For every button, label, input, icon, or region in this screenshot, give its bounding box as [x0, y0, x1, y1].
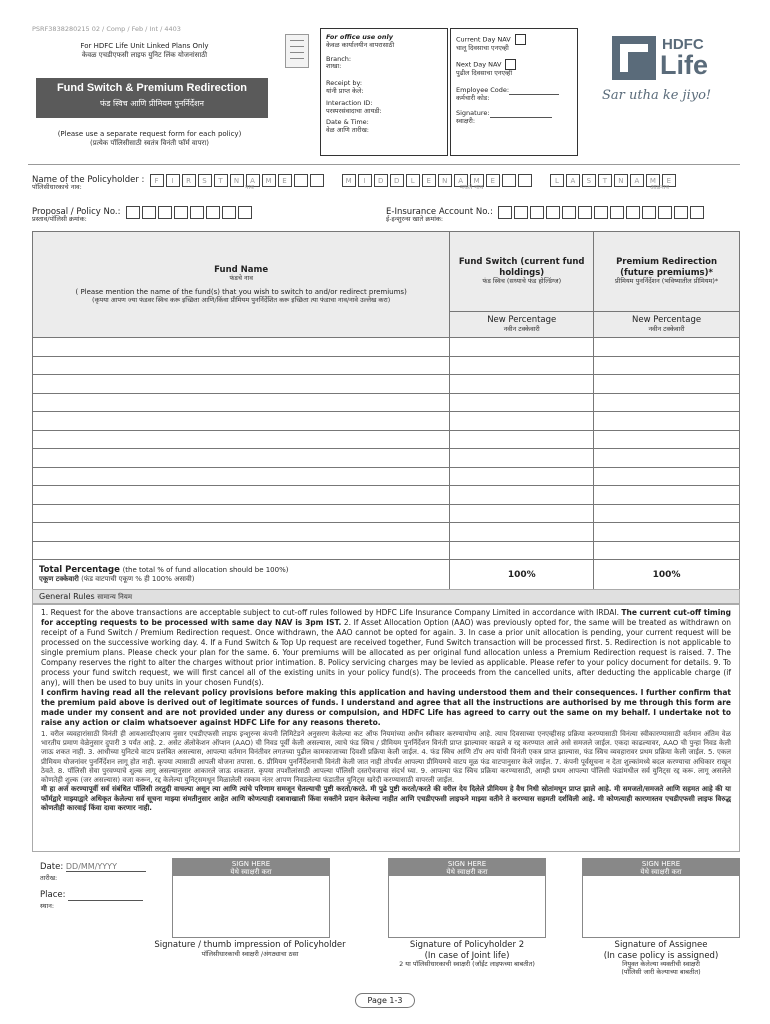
einsurance-digit-cell[interactable] — [674, 206, 688, 219]
first-name-cell[interactable]: E — [278, 174, 292, 187]
premium-redirect-pct-input[interactable] — [594, 430, 740, 449]
fund-switch-title-hi: फंड स्विच (सध्याचे फंड होल्डिंग्ज) — [482, 277, 562, 286]
sig2-text: Signature of Policyholder 2 — [409, 940, 525, 950]
einsurance-digit-cell[interactable] — [498, 206, 512, 219]
nav-signature-field[interactable] — [490, 110, 552, 118]
interaction-label-hi: परस्परसंवादाचा आयडी: — [326, 106, 382, 115]
total-switch-value: 100% — [450, 560, 594, 590]
sign-here-2-hi: येथे स्वाक्षरी करा — [446, 867, 488, 876]
logo-line2: Life — [660, 50, 709, 80]
einsurance-digit-cell[interactable] — [658, 206, 672, 219]
einsurance-digit-cell[interactable] — [642, 206, 656, 219]
middle-name-cell[interactable] — [518, 174, 532, 187]
current-nav-label-hi: चालू दिवसाचा एनएव्ही — [456, 44, 509, 52]
proposal-label-hi: प्रस्ताव/पॉलिसी क्रमांक: — [32, 215, 87, 223]
middle-name-cell[interactable]: M — [470, 174, 484, 187]
einsurance-digit-cell[interactable] — [626, 206, 640, 219]
nav-signature-label-hi: स्वाक्षरी: — [456, 117, 476, 126]
interaction-label: Interaction ID: — [326, 98, 373, 107]
date-row — [40, 862, 146, 873]
for-hdfc-text-hi: केवळ एचडीएफसी लाइफ युनिट लिंक योजनांसाठी — [81, 50, 208, 59]
fund-name-input[interactable] — [33, 541, 450, 560]
fund-switch-pct-input[interactable] — [450, 430, 594, 449]
middle-name-cell[interactable]: L — [406, 174, 420, 187]
middle-name-hi: मधले नाव — [460, 183, 484, 191]
middle-name-cell[interactable]: D — [374, 174, 388, 187]
fund-name-input[interactable] — [33, 338, 450, 357]
signature-box-assignee[interactable] — [582, 858, 740, 938]
fund-name-input[interactable] — [33, 393, 450, 412]
fund-name-input[interactable] — [33, 375, 450, 394]
branch-label: Branch: — [326, 54, 352, 63]
sign-here-3-hi: येथे स्वाक्षरी करा — [640, 867, 682, 876]
switch-new-pct: New Percentage — [487, 315, 557, 326]
first-name-cell[interactable]: R — [182, 174, 196, 187]
office-title: For office use only — [326, 33, 393, 41]
first-name-cell[interactable] — [310, 174, 324, 187]
sig1-text: Signature / thumb impression of Policyholder — [154, 940, 346, 950]
sig3-text: Signature of Assignee — [614, 940, 708, 950]
rules-heading-text: General Rules — [39, 592, 95, 601]
fund-row — [33, 375, 740, 394]
fund-row — [33, 449, 740, 468]
total-label: Total Percentage — [39, 564, 120, 575]
fund-switch-pct-input[interactable] — [450, 504, 594, 523]
fund-name-input[interactable] — [33, 523, 450, 542]
date-label: Date: — [40, 862, 64, 872]
logo-tagline: Sar utha ke jiyo! — [602, 88, 712, 103]
fund-switch-pct-input[interactable] — [450, 356, 594, 375]
last-name-cell[interactable]: L — [550, 174, 564, 187]
sig1-caption — [145, 940, 355, 958]
rules-p1a: 1. Request for the above transactions are acceptable subject to cut-off rules followed by HDFC Life Insurance Company Limited in accordance with IRDAI. — [41, 608, 622, 617]
page-number: Page 1-3 — [355, 993, 415, 1008]
einsurance-digit-cell[interactable] — [530, 206, 544, 219]
fund-name-title-hi: फंडचे नाव — [229, 274, 253, 283]
middle-name-cell[interactable]: A — [454, 174, 468, 187]
place-label-hi: स्थान: — [40, 902, 55, 910]
proposal-digit-cell[interactable] — [238, 206, 252, 219]
document-icon — [285, 34, 309, 68]
declaration: I confirm having read all the relevant policy provisions before making this application and having understood them and their consequences. I further confirm that the premium paid above is derived out of legitimate sources of funds. I understand and agree that all the instructions are authorised by me through this form are made under my consent and are not provided under any duress or compulsion, and HDFC Life has agreed to carry out the same on my behalf. I undertake not to raise any action or claim whatsoever against HDFC Life for any reasons thereto. — [41, 687, 731, 727]
policyholder-label: Name of the Policyholder : — [32, 175, 145, 186]
einsurance-digit-cell[interactable] — [610, 206, 624, 219]
fund-row — [33, 486, 740, 505]
premium-redirect-pct-input[interactable] — [594, 523, 740, 542]
einsurance-digit-cell[interactable] — [578, 206, 592, 219]
req-note-hi: (प्रत्येक पॉलिसीसाठी स्वतंत्र विनंती फॉर्म वापरा) — [90, 138, 209, 147]
middle-name-cells[interactable] — [342, 174, 534, 187]
premium-redirect-pct-input[interactable] — [594, 486, 740, 505]
fund-name-header — [33, 232, 450, 338]
sig2-text-b: (In case of Joint life) — [424, 950, 510, 961]
first-name-cell[interactable]: F — [150, 174, 164, 187]
middle-name-cell[interactable]: D — [390, 174, 404, 187]
office-title-hi: केवळ कार्यालयीन वापरासाठी — [326, 40, 395, 49]
premium-redirect-pct-input[interactable] — [594, 338, 740, 357]
rules-p1c: 2. If Asset Allocation Option (AAO) was previously opted for, the same will be treated as withdrawn on receipt of a Fund Switch / Premium Redirection request. Once withdrawn, the AAO cannot be opted for again. 3. In case a prior unit allocation is pending, your current request will be processed on the successive working day. 4. If a Fund Switch & Top Up request are received together, Fund Switch transaction will be processed first. 5. Redirection is not applicable to single premium plans. Please check your plan for the same. 6. Your premiums will be allocated as per original fund allocation unless a Premium Redirection request is raised. 7. The Company reserves the right to alter the charges without prior intimation. 8. Policy servicing charges may be levied as applicable. Please refer to your policy document for details. 9. To process your fund switch request, we will first cancel all of the existing units in your policy fund(s). The proceeds from the cancelled units, after deducting the applicable charge (if any), will then be used to buy units in your chosen Fund(s). — [41, 617, 731, 687]
policyholder-name-row — [32, 170, 742, 189]
fund-switch-pct-input[interactable] — [450, 393, 594, 412]
first-name-hi: नाव — [245, 183, 254, 191]
proposal-number-cells[interactable] — [126, 206, 254, 219]
premium-redirect-pct-input[interactable] — [594, 393, 740, 412]
premium-redirect-pct-input[interactable] — [594, 356, 740, 375]
last-name-cell[interactable]: S — [582, 174, 596, 187]
fund-switch-pct-input[interactable] — [450, 338, 594, 357]
employee-code-field[interactable] — [509, 87, 559, 95]
proposal-digit-cell[interactable] — [222, 206, 236, 219]
fund-row — [33, 504, 740, 523]
fund-switch-pct-input[interactable] — [450, 467, 594, 486]
req-note: (Please use a separate request form for each policy) — [57, 130, 242, 138]
employee-code-label-hi: कर्मचारी कोड: — [456, 93, 490, 102]
einsurance-number-cells[interactable] — [498, 206, 706, 219]
last-name-hi: आडनाव — [650, 183, 670, 191]
policyholder-label-hi: पॉलिसीधारकाचे नाव: — [32, 183, 82, 191]
first-name-cells[interactable] — [150, 174, 326, 187]
einsurance-label: E-Insurance Account No.: — [386, 207, 493, 218]
first-name-cell[interactable]: T — [214, 174, 228, 187]
fund-row — [33, 467, 740, 486]
fund-name-input[interactable] — [33, 467, 450, 486]
place-row — [40, 890, 143, 901]
first-name-cell[interactable]: S — [198, 174, 212, 187]
last-name-cell[interactable]: N — [614, 174, 628, 187]
middle-name-cell[interactable]: E — [422, 174, 436, 187]
rules-heading-hi: सामान्य नियम — [97, 593, 133, 601]
total-note: (the total % of fund allocation should be 100%) — [122, 565, 289, 574]
fund-name-note: ( Please mention the name of the fund(s) that you wish to switch to and/or redirect premiums) — [75, 287, 407, 296]
fund-name-input[interactable] — [33, 449, 450, 468]
einsurance-digit-cell[interactable] — [514, 206, 528, 219]
fund-switch-pct-input[interactable] — [450, 523, 594, 542]
form-title-hi: फंड स्विच आणि प्रीमियम पुनर्निर्देशन — [100, 99, 204, 108]
nav-box — [450, 28, 578, 156]
signature-box-joint[interactable] — [388, 858, 546, 938]
proposal-digit-cell[interactable] — [158, 206, 172, 219]
middle-name-cell[interactable]: E — [486, 174, 500, 187]
fund-row — [33, 356, 740, 375]
form-title: Fund Switch & Premium Redirection — [56, 82, 248, 94]
einsurance-digit-cell[interactable] — [690, 206, 704, 219]
fund-switch-pct-input[interactable] — [450, 375, 594, 394]
date-label-hi: तारीख: — [40, 874, 58, 882]
proposal-digit-cell[interactable] — [174, 206, 188, 219]
sign-here-1: SIGN HERE — [231, 860, 271, 868]
premium-redirection-title: Premium Redirection (future premiums)* — [616, 256, 718, 278]
last-name-cell[interactable]: A — [630, 174, 644, 187]
fund-switch-pct-input[interactable] — [450, 449, 594, 468]
sig3-text-hi2: (पॉलिसी जारी केल्याच्या बाबतीत) — [621, 968, 701, 977]
fund-name-input[interactable] — [33, 356, 450, 375]
rules-heading — [32, 589, 740, 604]
middle-name-cell[interactable] — [502, 174, 516, 187]
for-hdfc-text: For HDFC Life Unit Linked Plans Only — [80, 42, 209, 50]
sig3-text-hi: नियुक्त केलेल्या व्यक्तीची स्वाक्षरी — [622, 960, 700, 969]
premium-redirect-pct-input[interactable] — [594, 412, 740, 431]
total-note-hi: (फंड वाटपाची एकूण % ही 100% असावी) — [81, 575, 195, 584]
proposal-label: Proposal / Policy No.: — [32, 207, 121, 218]
proposal-digit-cell[interactable] — [126, 206, 140, 219]
sig1-text-hi: पॉलिसीधारकाची स्वाक्षरी /अंगठ्याचा ठसा — [201, 949, 299, 958]
first-name-cell[interactable]: M — [262, 174, 276, 187]
first-name-cell[interactable]: I — [166, 174, 180, 187]
sign-here-1-hi: येथे स्वाक्षरी करा — [230, 867, 272, 876]
office-use-box — [320, 28, 448, 156]
separate-form-note — [32, 130, 267, 148]
fund-name-title: Fund Name — [214, 264, 269, 275]
premium-redirection-title-hi: प्रीमियम पुनर्निर्देशन (भविष्यातील प्रीमियम)* — [614, 277, 719, 286]
rules-paragraph — [41, 608, 731, 688]
fund-name-input[interactable] — [33, 412, 450, 431]
fund-switch-header — [450, 232, 594, 312]
next-nav-label-hi: पुढील दिवसाचा एनएव्ही — [456, 68, 513, 77]
sign-here-3: SIGN HERE — [641, 860, 681, 868]
first-name-cell[interactable]: N — [230, 174, 244, 187]
signature-box-policyholder[interactable] — [172, 858, 330, 938]
last-name-cell[interactable]: T — [598, 174, 612, 187]
switch-new-pct-header — [450, 312, 594, 338]
form-code: PSRF3838280215 02 / Comp / Feb / Int / 4403 — [32, 25, 181, 33]
premium-new-pct-hi: नवीन टक्केवारी — [648, 324, 685, 333]
place-label: Place: — [40, 890, 66, 900]
form-title-box — [36, 78, 268, 118]
sig3-caption — [556, 940, 766, 977]
last-name-cell[interactable]: E — [662, 174, 676, 187]
middle-name-cell[interactable]: M — [342, 174, 356, 187]
plan-scope — [32, 42, 257, 60]
einsurance-digit-cell[interactable] — [594, 206, 608, 219]
proposal-digit-cell[interactable] — [142, 206, 156, 219]
last-name-cell[interactable]: M — [646, 174, 660, 187]
fund-row — [33, 338, 740, 357]
logo-mark-icon — [612, 36, 656, 80]
premium-redirection-header — [594, 232, 740, 312]
einsurance-label-hi: ई-इन्शुरन्स खाते क्रमांक: — [386, 215, 444, 223]
sig3-text-b: (In case policy is assigned) — [603, 950, 719, 961]
rules-paragraph-hi: 1. वरील व्यवहारांसाठी विनंती ही आयआरडीएआय नुसार एचडीएफसी लाइफ इन्शुरन्स कंपनी लिमिटेडने अनुसरण केलेल्या कट ऑफ नियमांच्या अधीन स्वीकार करण्यायोग्य आहे. त्याच दिवसाच्या एनएव्हीसह प्रक्रिया करण्यासाठी विनंत्या स्वीकारण्यासाठी वर्तमान अंतिम वेळ भारतीय प्रमाण वेळेनुसार दुपारी 3 पर्यंत आहे. 2. असेट ॲलोकेशन ऑप्शन (AAO) ची निवड पूर्वी केली असल्यास, त्याचे फंड स्विच / प्रीमियम पुनर्निर्देशन विनंती प्राप्त झाल्यावर काढले व रद्द करण्यात आले असे समजले जाईल. एकदा काढल्यावर, AAO ची पुन्हा निवड केली जाऊ शकत नाही. 3. आधीच्या युनिटचे वाटप प्रलंबित असल्यास, आपल्या वर्तमान विनंतीवर लगतच्या पुढील कामकाजाच्या दिवशी प्रक्रिया केली जाईल. 4. फंड स्विच आणि टॉप अप यांची विनंती एकत्र प्राप्त झाल्यास, फंड स्विच व्यवहारावर प्रथम प्रक्रिया केली जाईल. 5. एकल प्रीमियम योजनांवर पुनर्निर्देशन लागू होत नाही. कृपया त्यासाठी आपली योजना तपासा. 6. प्रीमियम पुनर्निर्देशनाची विनंती केली जात नाही तोपर्यंत आपल्या प्रीमियमचे वाटप मूळ फंड वाटपानुसार केले जाईल. 7. कंपनी पूर्वसूचना न देता शुल्कांमध्ये बदल करण्याचा अधिकार राखून ठेवते. 8. पॉलिसी सेवा पुरवण्याचे शुल्क लागू असल्यानुसार आकारले जाऊ शकतात. कृपया तपशीलांसाठी आपल्या पॉलिसी दस्तऐवजाचा संदर्भ घ्या. 9. आपल्या फंड स्विच प्रक्रिया करण्यासाठी, आम्ही प्रथम आपल्या पॉलिसी फंडांमधील सर्व युनिट्स रद्द करू. लागू असलेले कोणतेही शुल्क (जर असल्यास) वजा करून, रद्द केलेल्या युनिट्समधून मिळालेली रक्कम नंतर आपण निवडलेल्या फंडातील युनिट्स खरेदी करण्यासाठी वापरली जाईल. — [41, 729, 731, 785]
datetime-label-hi: वेळ आणि तारीख: — [326, 126, 369, 135]
next-nav-label: Next Day NAV — [456, 60, 502, 69]
total-label-cell — [33, 560, 450, 590]
premium-new-pct: New Percentage — [632, 315, 702, 326]
nav-signature-label: Signature: — [456, 109, 490, 118]
fund-table — [32, 231, 740, 590]
proposal-digit-cell[interactable] — [190, 206, 204, 219]
current-nav-label: Current Day NAV — [456, 35, 511, 44]
logo-line1: HDFC — [662, 36, 704, 53]
fund-switch-title: Fund Switch (current fund holdings) — [458, 256, 585, 278]
current-nav-checkbox[interactable] — [515, 34, 526, 45]
sign-here-2: SIGN HERE — [447, 860, 487, 868]
fund-switch-pct-input[interactable] — [450, 541, 594, 560]
receipt-label-hi: यांनी प्राप्त केले: — [326, 86, 364, 95]
premium-redirect-pct-input[interactable] — [594, 504, 740, 523]
premium-new-pct-header — [594, 312, 740, 338]
fund-row — [33, 541, 740, 560]
middle-name-cell[interactable]: I — [358, 174, 372, 187]
fund-switch-pct-input[interactable] — [450, 412, 594, 431]
fund-switch-pct-input[interactable] — [450, 486, 594, 505]
divider — [28, 164, 740, 165]
fund-rows — [33, 338, 740, 560]
rules-p1b: The current cut-off timing for accepting requests to be processed with same day NAV is 3pm IST. — [41, 608, 731, 627]
fund-row — [33, 430, 740, 449]
total-label-hi: एकूण टक्केवारी — [39, 575, 79, 584]
fund-name-input[interactable] — [33, 504, 450, 523]
datetime-label: Date & Time: — [326, 118, 369, 127]
einsurance-digit-cell[interactable] — [546, 206, 560, 219]
hdfc-life-logo — [602, 36, 730, 106]
sig2-text-hi: 2 या पॉलिसीधारकाची स्वाक्षरी (जॉईंट लाइफच्या बाबतीत) — [399, 960, 535, 969]
fund-name-input[interactable] — [33, 430, 450, 449]
place-field[interactable] — [68, 893, 143, 901]
premium-redirect-pct-input[interactable] — [594, 375, 740, 394]
fund-row — [33, 523, 740, 542]
rules-body — [32, 604, 740, 852]
date-input[interactable] — [66, 862, 146, 872]
premium-redirect-pct-input[interactable] — [594, 449, 740, 468]
fund-name-input[interactable] — [33, 486, 450, 505]
employee-code-label: Employee Code: — [456, 85, 510, 94]
proposal-digit-cell[interactable] — [206, 206, 220, 219]
receipt-label: Receipt by: — [326, 79, 363, 88]
first-name-cell[interactable] — [294, 174, 308, 187]
premium-redirect-pct-input[interactable] — [594, 467, 740, 486]
fund-row — [33, 393, 740, 412]
middle-name-cell[interactable]: N — [438, 174, 452, 187]
fund-row — [33, 412, 740, 431]
fund-name-note-hi: (कृपया आपण ज्या फंडवर स्विच करू इच्छिता आणि/किंवा प्रीमियम पुनर्निर्देशित करू इच्छिता त्या फंडाचा नाव/नावे उल्लेख करा) — [92, 295, 391, 304]
branch-label-hi: शाखा: — [326, 62, 342, 71]
declaration-hi: मी हा अर्ज करण्यापूर्वी सर्व संबंधित पॉलिसी तरतुदी वाचल्या असून त्या आणि त्यांचे परिणाम समजून घेतल्याची पुष्टी करतो/करते. मी पुढे पुष्टी करतो/करते की वरील देय दिलेले प्रीमियम हे वैध निधी स्रोतांमधून प्राप्त झाले आहे. मी समजतो/समजते आणि सहमत आहे की या फॉर्मद्वारे माझ्याद्वारे अधिकृत केलेल्या सर्व सूचना माझ्या संमतीनुसार आहेत आणि कोणत्याही दबावाखाली किंवा सक्तीने प्रदान केलेल्या नाहीत आणि एचडीएफसी लाइफने माझ्या वतीने ते करण्यास सहमती दर्शविली आहे. मी कोणत्याही कारणास्तव एचडीएफसी लाइफ विरुद्ध कोणतीही कारवाई किंवा दावा करणार नाही. — [41, 785, 732, 812]
einsurance-digit-cell[interactable] — [562, 206, 576, 219]
last-name-cell[interactable]: A — [566, 174, 580, 187]
sig2-caption — [362, 940, 572, 969]
first-name-cell[interactable]: A — [246, 174, 260, 187]
switch-new-pct-hi: नवीन टक्केवारी — [503, 324, 540, 333]
total-premium-value: 100% — [594, 560, 740, 590]
premium-redirect-pct-input[interactable] — [594, 541, 740, 560]
